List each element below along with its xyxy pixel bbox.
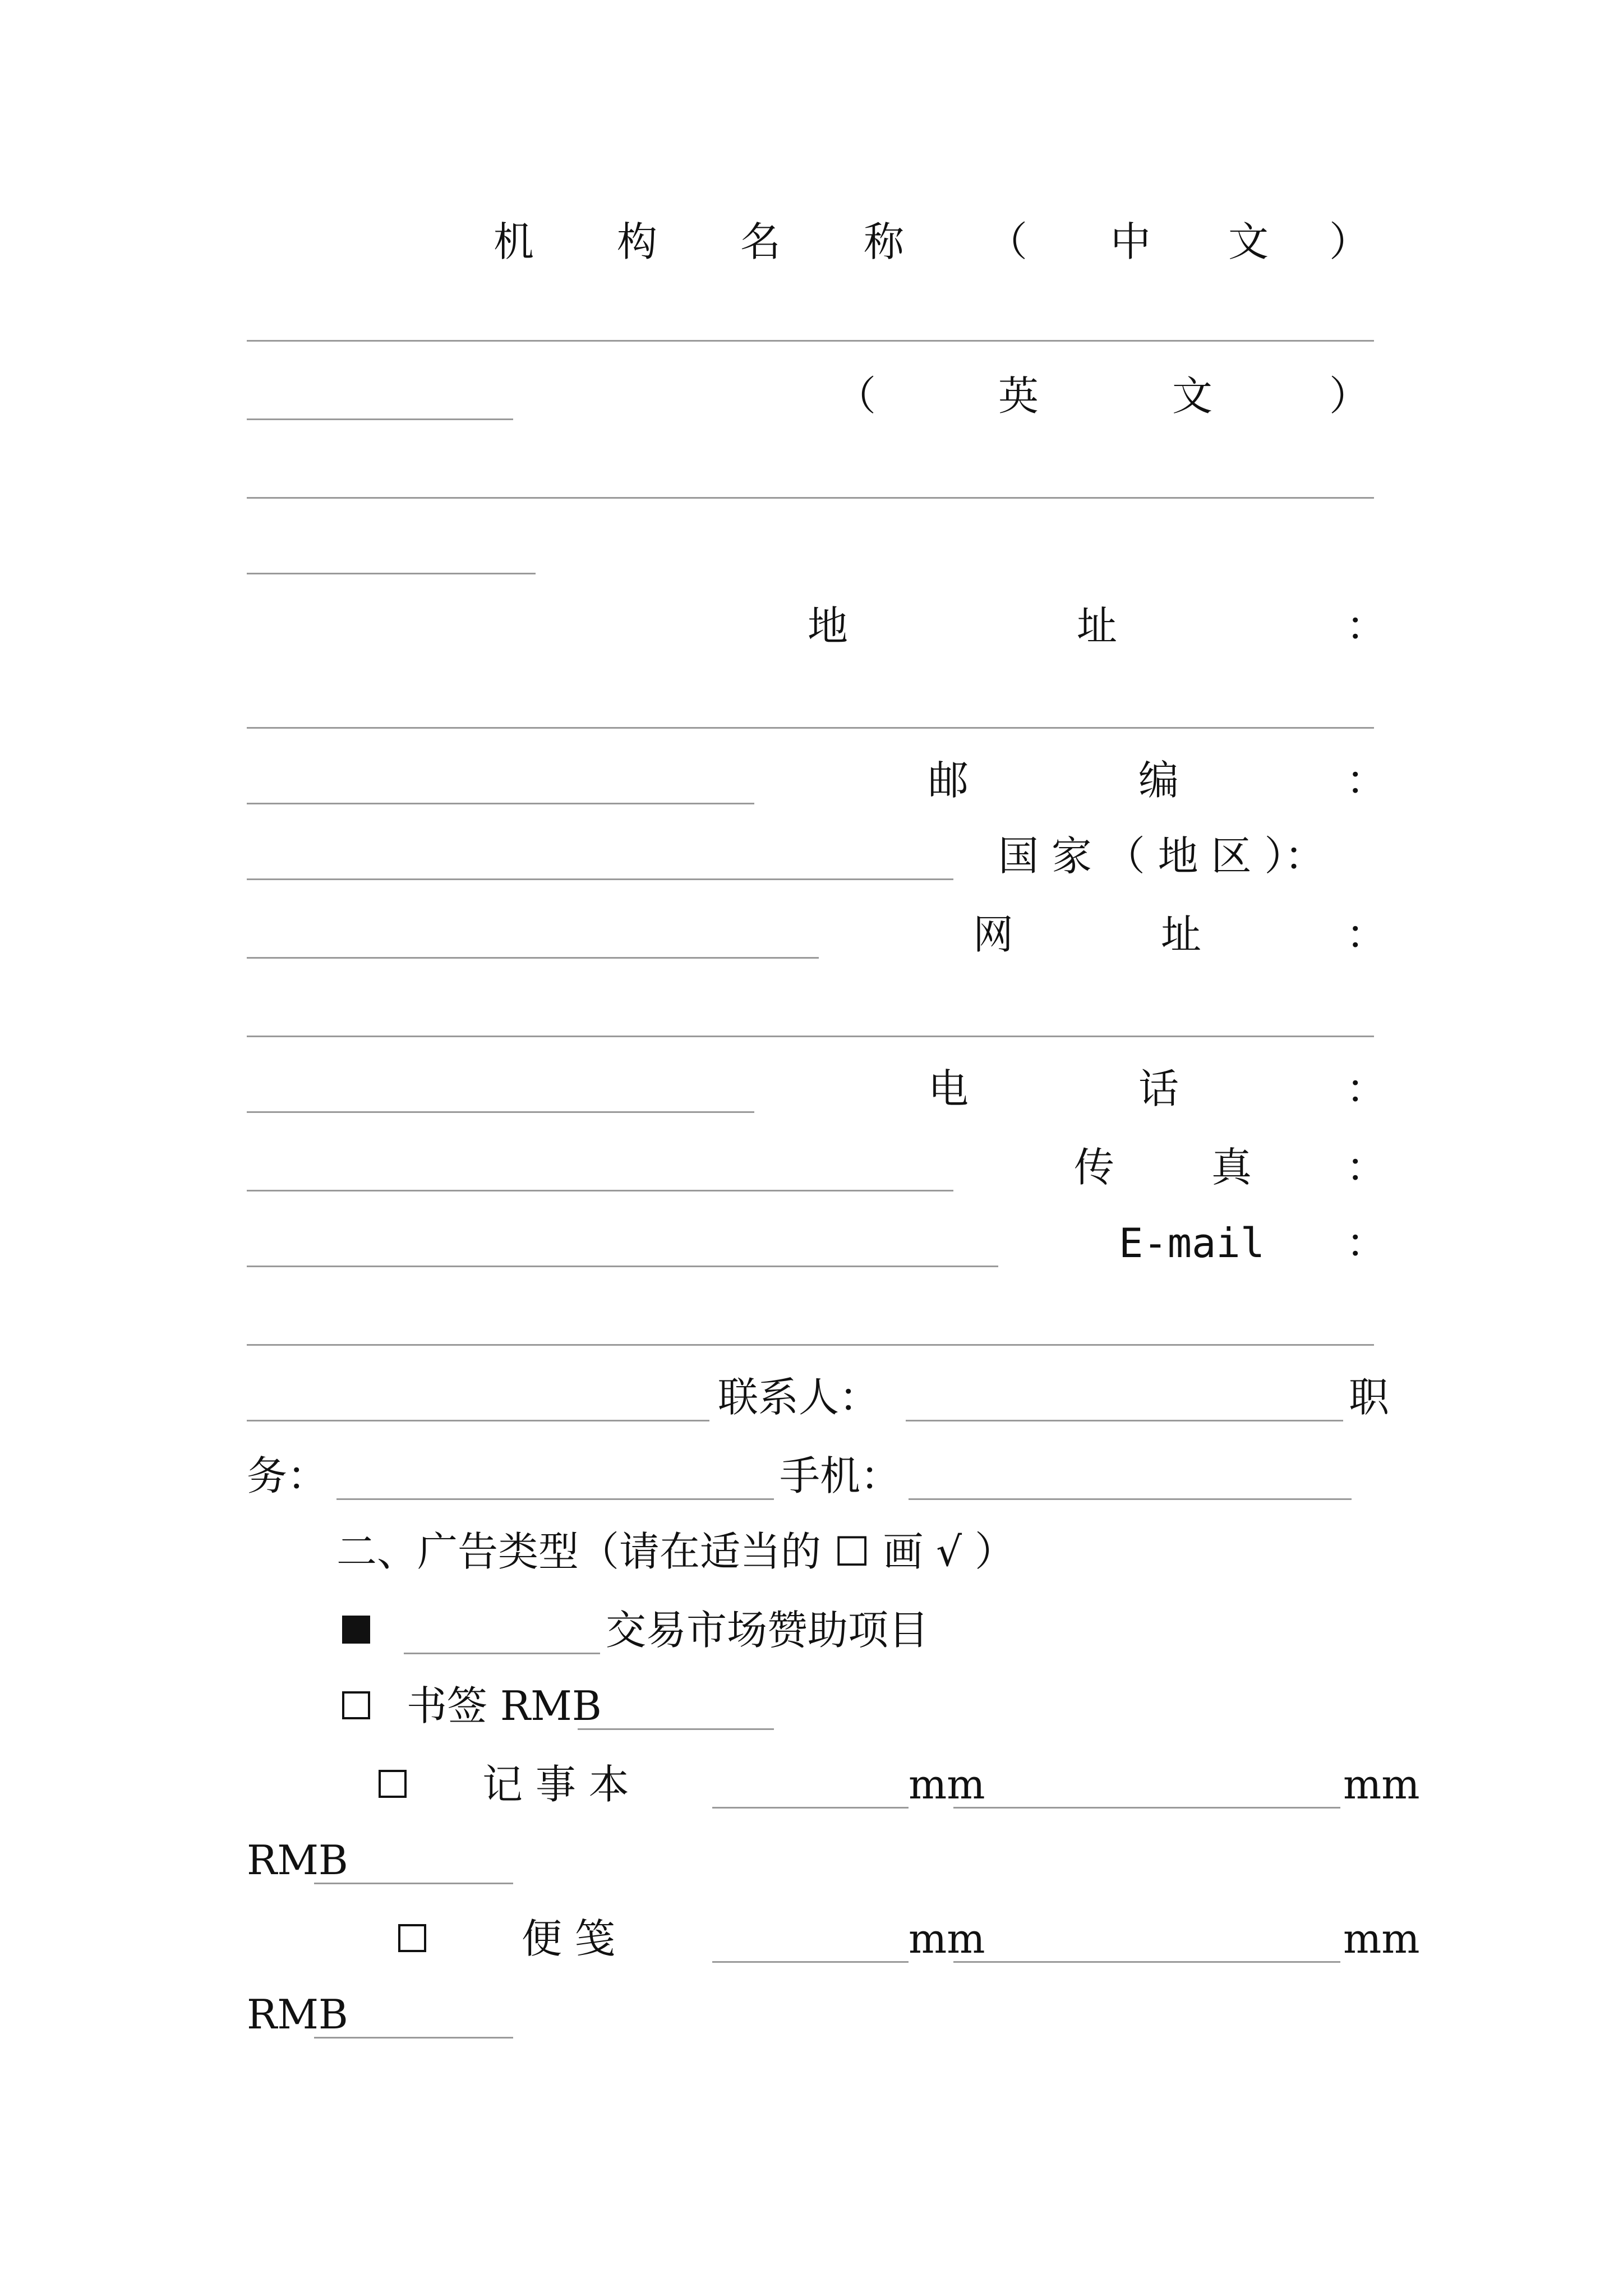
fax-char-2: 真	[1211, 1144, 1252, 1191]
phone-colon: ：	[1346, 1065, 1387, 1112]
notebook-price-field[interactable]	[314, 1883, 513, 1884]
notebook-width-field[interactable]	[712, 1807, 909, 1809]
notebook-unit-1: mm	[909, 1761, 985, 1808]
notepaper-label: 便 笺	[522, 1915, 615, 1962]
website-colon: ：	[1346, 911, 1387, 958]
phone-char-1: 电	[928, 1065, 969, 1112]
org-name-char-2: 构	[617, 218, 658, 265]
contact-field[interactable]	[906, 1420, 1343, 1421]
email-field-tail[interactable]	[247, 1420, 709, 1421]
address-char-2: 址	[1077, 602, 1118, 650]
org-name-cn-row	[247, 218, 1374, 278]
email-colon: ：	[1346, 1220, 1387, 1267]
org-name-char-4: 称	[864, 218, 905, 265]
notebook-unit-2: mm	[1343, 1761, 1420, 1808]
bookmark-checkbox[interactable]	[342, 1691, 370, 1719]
mobile-label: 手机：	[780, 1452, 901, 1499]
en-label-char-2: 文	[1172, 372, 1213, 420]
fax-colon: ：	[1346, 1144, 1387, 1191]
title-label-prefix: 职	[1349, 1374, 1390, 1421]
contact-row	[247, 1374, 1390, 1433]
fax-field[interactable]	[247, 1266, 998, 1267]
phone-char-2: 话	[1138, 1065, 1179, 1112]
en-label-char-1: 英	[998, 372, 1039, 420]
title-mobile-row	[247, 1452, 1374, 1512]
email-field[interactable]	[247, 1344, 1374, 1346]
phone-row	[247, 1065, 1387, 1125]
org-name-en-row	[247, 372, 1374, 432]
title-label-suffix: 务：	[247, 1452, 328, 1499]
country-field[interactable]	[247, 957, 819, 959]
address-field-tail[interactable]	[247, 803, 754, 804]
notebook-checkbox[interactable]	[379, 1770, 407, 1798]
email-row	[247, 1220, 1387, 1279]
address-char-1: 地	[808, 602, 849, 650]
section2-heading: 二、广告类型（请在适当的 ☐ 画 √ ）	[336, 1528, 1015, 1575]
bookmark-price-field[interactable]	[578, 1728, 774, 1730]
address-field-row	[247, 684, 1374, 740]
notepaper-width-field[interactable]	[712, 1961, 909, 1963]
cn-close-paren: ）	[1329, 218, 1370, 265]
sponsor-item-row	[247, 1607, 1374, 1666]
notepaper-currency: RMB	[247, 1991, 348, 2038]
notepaper-price-field[interactable]	[314, 2037, 513, 2039]
website-char-2: 址	[1161, 911, 1202, 958]
en-close-paren: ）	[1329, 372, 1370, 420]
notebook-label: 记 事 本	[482, 1761, 629, 1808]
notebook-item-row	[247, 1761, 1420, 1820]
country-row	[247, 832, 1374, 892]
notepaper-unit-2: mm	[1343, 1915, 1420, 1962]
notepaper-unit-1: mm	[909, 1915, 985, 1962]
postcode-char-2: 编	[1138, 757, 1179, 804]
website-field[interactable]	[247, 1036, 1374, 1037]
notepaper-height-field[interactable]	[953, 1961, 1340, 1963]
section2-heading-row	[247, 1528, 1374, 1588]
org-name-en-field-tail-row	[247, 530, 1374, 586]
postcode-char-1: 邮	[928, 757, 969, 804]
org-name-char-1: 机	[494, 218, 534, 265]
en-open-paren: （	[836, 372, 877, 420]
postcode-row	[247, 757, 1387, 816]
phone-field[interactable]	[247, 1190, 953, 1191]
contact-label: 联系人：	[718, 1374, 880, 1421]
cn-open-paren: （	[987, 218, 1028, 265]
bookmark-label: 书签 RMB	[407, 1682, 602, 1729]
postcode-colon: ：	[1346, 757, 1387, 804]
org-name-cn-field[interactable]	[247, 340, 1374, 342]
email-label: E-mail	[1119, 1220, 1265, 1267]
notebook-currency: RMB	[247, 1837, 348, 1884]
mobile-field[interactable]	[909, 1498, 1352, 1500]
notebook-price-row	[247, 1837, 1374, 1896]
title-field[interactable]	[336, 1498, 774, 1500]
email-field-row	[247, 1301, 1374, 1358]
website-char-1: 网	[973, 911, 1014, 958]
country-label: 国 家 （ 地 区 ）：	[998, 832, 1325, 880]
org-name-cn-field-tail[interactable]	[247, 418, 513, 420]
fax-char-1: 传	[1074, 1144, 1115, 1191]
postcode-field[interactable]	[247, 878, 953, 880]
sponsor-field[interactable]	[404, 1653, 600, 1654]
bookmark-item-row	[247, 1682, 1374, 1742]
website-row	[247, 911, 1387, 970]
org-name-en-field-row	[247, 454, 1374, 510]
address-field[interactable]	[247, 727, 1374, 729]
notepaper-item-row	[247, 1915, 1420, 1975]
notepaper-price-row	[247, 1991, 1374, 2050]
org-name-char-3: 名	[740, 218, 781, 265]
website-field-row	[247, 993, 1374, 1049]
fax-row	[247, 1144, 1387, 1203]
org-name-en-field-tail[interactable]	[247, 573, 536, 574]
cn-label-char-2: 文	[1228, 218, 1269, 265]
website-field-tail[interactable]	[247, 1111, 754, 1113]
sponsor-label: 交易市场赞助项目	[606, 1607, 929, 1654]
org-name-en-field[interactable]	[247, 497, 1374, 499]
notebook-height-field[interactable]	[953, 1807, 1340, 1809]
address-colon: ：	[1346, 602, 1387, 650]
notepaper-checkbox[interactable]	[398, 1924, 426, 1952]
cn-label-char-1: 中	[1110, 218, 1151, 265]
address-row	[247, 602, 1387, 662]
sponsor-checkbox[interactable]	[342, 1616, 370, 1644]
org-name-cn-field-row	[247, 297, 1374, 353]
